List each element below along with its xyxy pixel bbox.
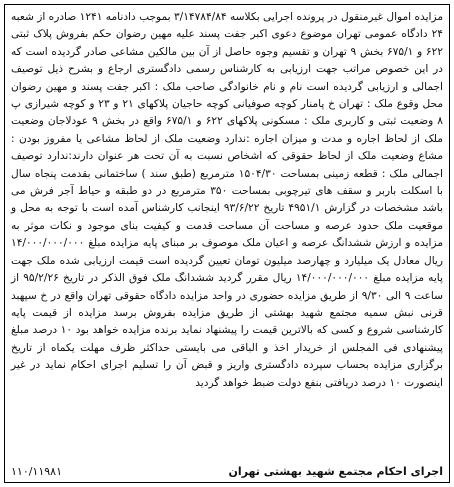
notice-body-text: مزایده اموال غیرمنقول در پرونده اجرایی بکلاسه ۳/۱۴۷۸۴/۸۴ بموجب دادنامه ۱۲۴۱ صادره از شعبه ۲۴ دادگاه عمومی تهران موضوع دعوی اکبر جفت پسند علیه مهین رضوان حکم بفروش پلاک ثبتی ۶۲۲ و ۶۷۵/۱ بخش ۹ تهران و تقسیم وجوه حاصل از آن بین مالکین مشاعی صادر گردیده است که در این خصوص مراتب جهت ارزیابی به کارشناس رسمی دادگستری ارجاع و بشرح ذیل توصیف اجمالی و ارزیابی گردیده است نام و نام خانوادگی صاحب ملک : اکبر جفت پسند و مهین رضوان محل وقوع ملک : تهران خ پامنار کوچه صوفیانی کوچه حاجیان پلاکهای ۲۱ و ۲۳ و کوچه شیرازی پ ۸ وضعیت ثبتی و کاربری ملک : مسکونی پلاکهای ۶۲۲ و ۶۷۵/۱ واقع در بخش ۹ عودلاجان وضعیت ملک از لحاظ اجاره و مدت و میزان اجاره :ندارد وضعیت ملک از لحاظ مشاعی یا مفروز بودن : مشاع وضعیت ملک از لحاظ حقوقی که اشخاص نسبت به آن تحت هر عنوان دارند:ندارد توصیف اجمالی ملک : قطعه زمینی بمساحت ۱۵۰۴/۳۰ مترمربع (طبق سند ) ساختمانی بقدمت پنجاه سال با اسکلت باربر و سقف های تیرچوبی بمساحت ۳۵۰ مترمربع در دو طبقه و حیاط آجر فرش می باشد مشخصات در گزارش ۴۹۵۱/۱ تاریخ ۹۳/۶/۲۲ اینجانب کارشناس آمده است با توجه به محل و موقعیت ملک حدود عرصه و مساحت آن مساحت قدمت و کیفیت بنای موجود و نکات موثر به مزایده و ارزش ششدانگ عرصه و اعیان ملک موصوف بر مبنای پایه مزایده مبلغ ۱۴/۰۰۰/۰۰۰/۰۰۰ ریال معادل یک میلیارد و چهارصد میلیون تومان تعیین گردیده است قیمت ارزیابی شده ملک جهت پایه مزایده مبلغ ۱۴/۰۰۰/۰۰۰/۰۰۰ ریال مقرر گردید ششدانگ ملک فوق الذکر در تاریخ ۹۵/۲/۲۶ از ساعت ۹ الی ۹/۳۰ از طریق مزایده حضوری در واحد مزایده دادگاه حقوقی تهران واقع در خ سپهبد قرنی نبش سمیه مجتمع شهید بهشتی از طریق مزایده بفروش برسد مزایده از قیمت پایه کارشناسی شروع و کسی که بالاترین قیمت را پیشنهاد نماید برنده مزایده خواهد بود ۱۰ درصد مبلغ پیشنهادی فی المجلس از خریدار اخذ و الباقی می بایستی حداکثر ظرف مهلت یکماه از تاریخ برگزاری مزایده بحساب سپرده دادگستری واریز و قبض آن را تسلیم اجرای احکام نماید در غیر اینصورت ۱۰ درصد دریافتی بنفع دولت ضبط خواهد گردید [11, 11, 444, 389]
reference-number: ۱۱۰/۱۱۹۸۱ [11, 464, 62, 478]
notice-footer [11, 462, 443, 480]
auction-notice [4, 4, 450, 483]
issuer-signature: اجرای احکام مجتمع شهید بهشتی تهران [228, 464, 443, 478]
